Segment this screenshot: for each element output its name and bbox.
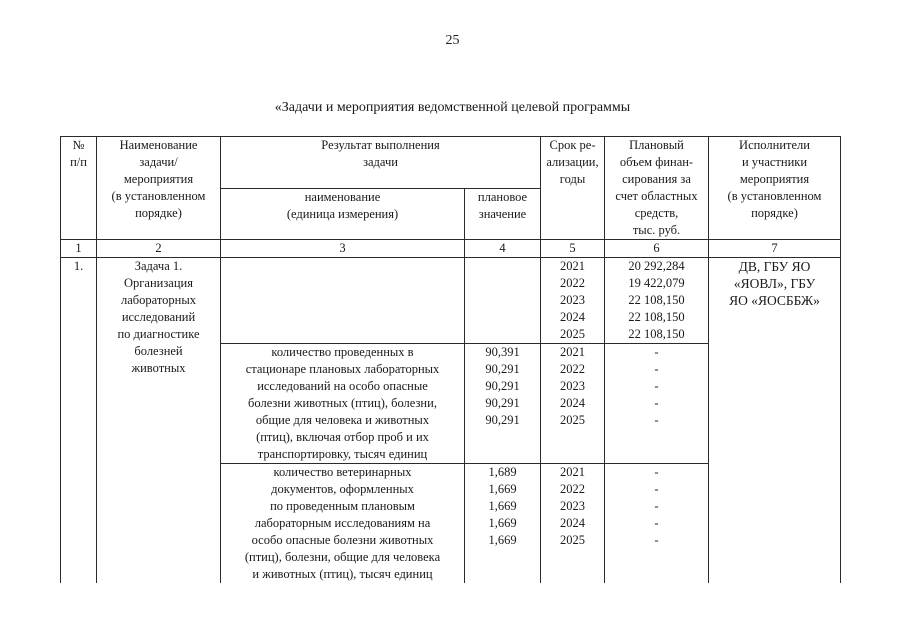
task-result-value-empty [465,258,541,344]
column-number: 5 [541,240,605,258]
indicator-finance: - - - - - [605,464,709,584]
indicator-finance: - - - - - [605,344,709,464]
task-executors: ДВ, ГБУ ЯО «ЯОВЛ», ГБУ ЯО «ЯОСББЖ» [709,258,841,584]
task-row [61,258,841,344]
indicator-values: 90,391 90,291 90,291 90,291 90,291 [465,344,541,464]
column-number: 7 [709,240,841,258]
task-result-name-empty [221,258,465,344]
header-num: № п/п [61,137,97,240]
task-years: 2021 2022 2023 2024 2025 [541,258,605,344]
document-title: «Задачи и мероприятия ведомственной целевой программы [274,100,631,115]
task-number: 1. [61,258,97,584]
header-term: Срок ре- ализации, годы [541,137,605,240]
column-number: 2 [97,240,221,258]
indicator-years: 2021 2022 2023 2024 2025 [541,344,605,464]
header-result: Результат выполнения задачи [221,137,541,189]
indicator-years: 2021 2022 2023 2024 2025 [541,464,605,584]
column-number: 1 [61,240,97,258]
header-result-value: плановое значение [465,188,541,240]
indicator-name: количество ветеринарных документов, оформленных по проведенным плановым лабораторным исследованиям на особо опасные болезни животных (птиц), болезни, общие для человека и животных (птиц), тысяч единиц [221,464,465,584]
column-number: 3 [221,240,465,258]
header-result-name: наименование (единица измерения) [221,188,465,240]
header-executors: Исполнители и участники мероприятия (в установленном порядке) [709,137,841,240]
column-number: 6 [605,240,709,258]
program-table [60,136,841,583]
header-finance: Плановый объем финан- сирования за счет областных средств, тыс. руб. [605,137,709,240]
page-number: 25 [445,33,460,48]
header-name: Наименование задачи/ мероприятия (в установленном порядке) [97,137,221,240]
column-number-row [61,240,841,258]
header-row [61,137,841,189]
task-name: Задача 1. Организация лабораторных исследований по диагностике болезней животных [97,258,221,584]
column-number: 4 [465,240,541,258]
indicator-name: количество проведенных в стационаре плановых лабораторных исследований на особо опасные болезни животных (птиц), болезни, общие для человека и животных (птиц), включая отбор проб и их транспортировку, тысяч единиц [221,344,465,464]
indicator-values: 1,689 1,669 1,669 1,669 1,669 [465,464,541,584]
task-finance: 20 292,284 19 422,079 22 108,150 22 108,150 22 108,150 [605,258,709,344]
